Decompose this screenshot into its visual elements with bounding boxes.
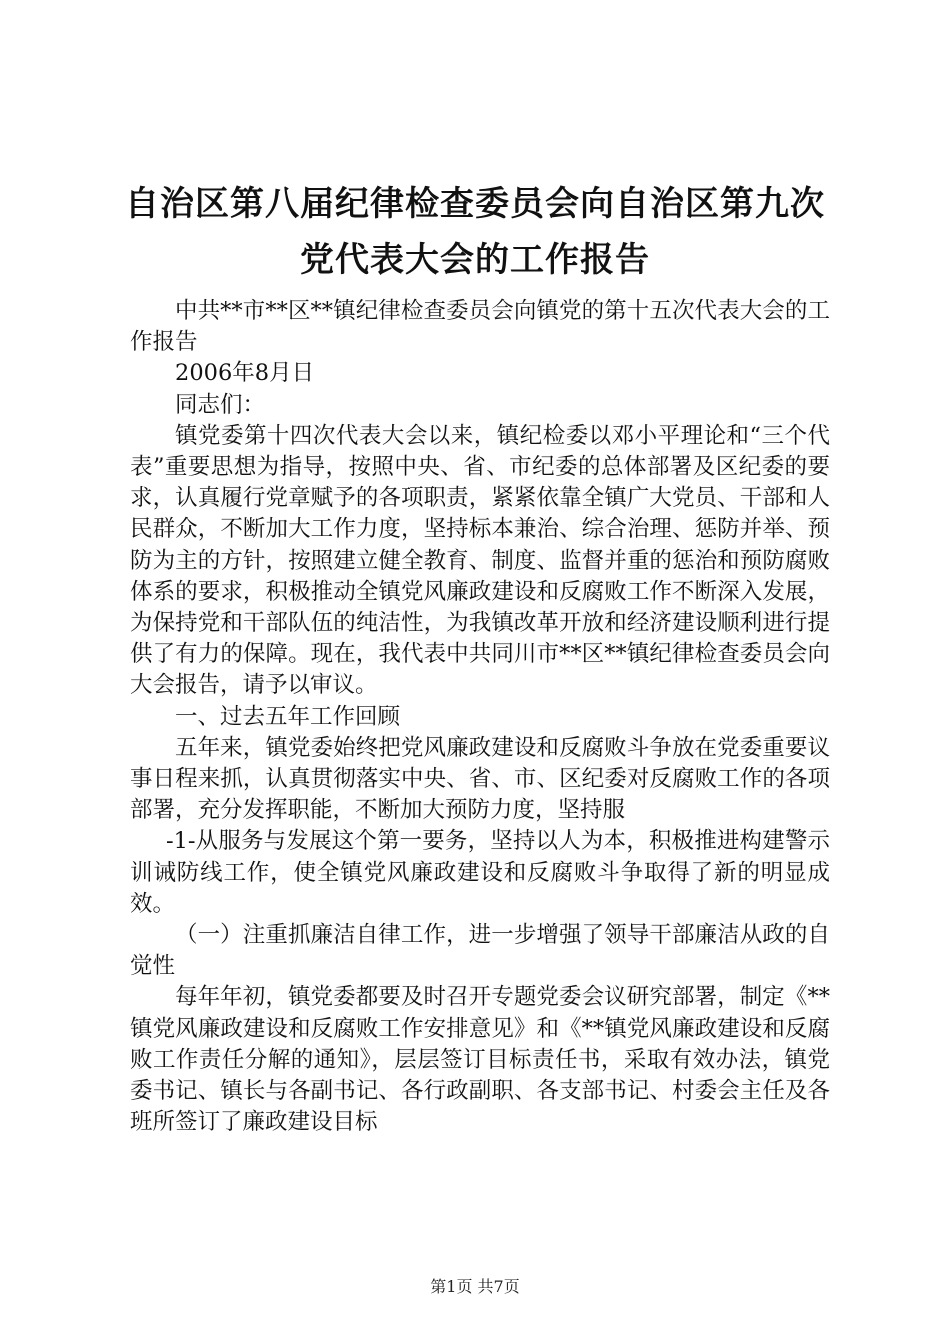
document-body [130,296,830,1138]
subsection-heading-1: （一）注重抓廉洁自律工作，进一步增强了领导干部廉洁从政的自觉性 [130,922,830,980]
title-line-1: 自治区第八届纪律检查委员会向自治区第九次 [125,184,825,224]
paragraph-annual: 每年年初，镇党委都要及时召开专题党委会议研究部署，制定《**镇党风廉政建设和反腐败工作安排意见》和《**镇党风廉政建设和反腐败工作责任分解的通知》，层层签订目标责任书，采取有效办法，镇党委书记、镇长与各副书记、各行政副职、各支部书记、村委会主任及各班所签订了廉政建设目标 [130,984,830,1136]
section-heading-1: 一、过去五年工作回顾 [175,703,401,730]
paragraph-heading-info: 中共**市**区**镇纪律检查委员会向镇党的第十五次代表大会的工作报告 [130,298,830,356]
paragraph-continued: -1-从服务与发展这个第一要务，坚持以人为本，积极推进构建警示训诫防线工作，使全镇党风廉政建设和反腐败斗争取得了新的明显成效。 [130,828,830,917]
page-footer: 第1页 共7页 [430,1277,520,1296]
paragraph-date: 2006年8月日 [175,360,315,387]
paragraph-intro: 镇党委第十四次代表大会以来，镇纪检委以邓小平理论和“三个代表”重要思想为指导，按照中央、省、市纪委的总体部署及区纪委的要求，认真履行党章赋予的各项职责，紧紧依靠全镇广大党员、干部和人民群众，不断加大工作力度，坚持标本兼治、综合治理、惩防并举、预防为主的方针，按照建立健全教育、制度、监督并重的惩治和预防腐败体系的要求，积极推动全镇党风廉政建设和反腐败工作不断深入发展，为保持党和干部队伍的纯洁性，为我镇改革开放和经济建设顺利进行提供了有力的保障。现在，我代表中共同川市**区**镇纪律检查委员会向大会报告，请予以审议。 [130,422,830,699]
paragraph-salutation: 同志们： [175,391,266,418]
title-line-2: 党代表大会的工作报告 [300,240,650,280]
document-title [120,176,830,288]
paragraph-review: 五年来，镇党委始终把党风廉政建设和反腐败斗争放在党委重要议事日程来抓，认真贯彻落实中央、省、市、区纪委对反腐败工作的各项部署，充分发挥职能，不断加大预防力度，坚持服 [130,734,830,824]
